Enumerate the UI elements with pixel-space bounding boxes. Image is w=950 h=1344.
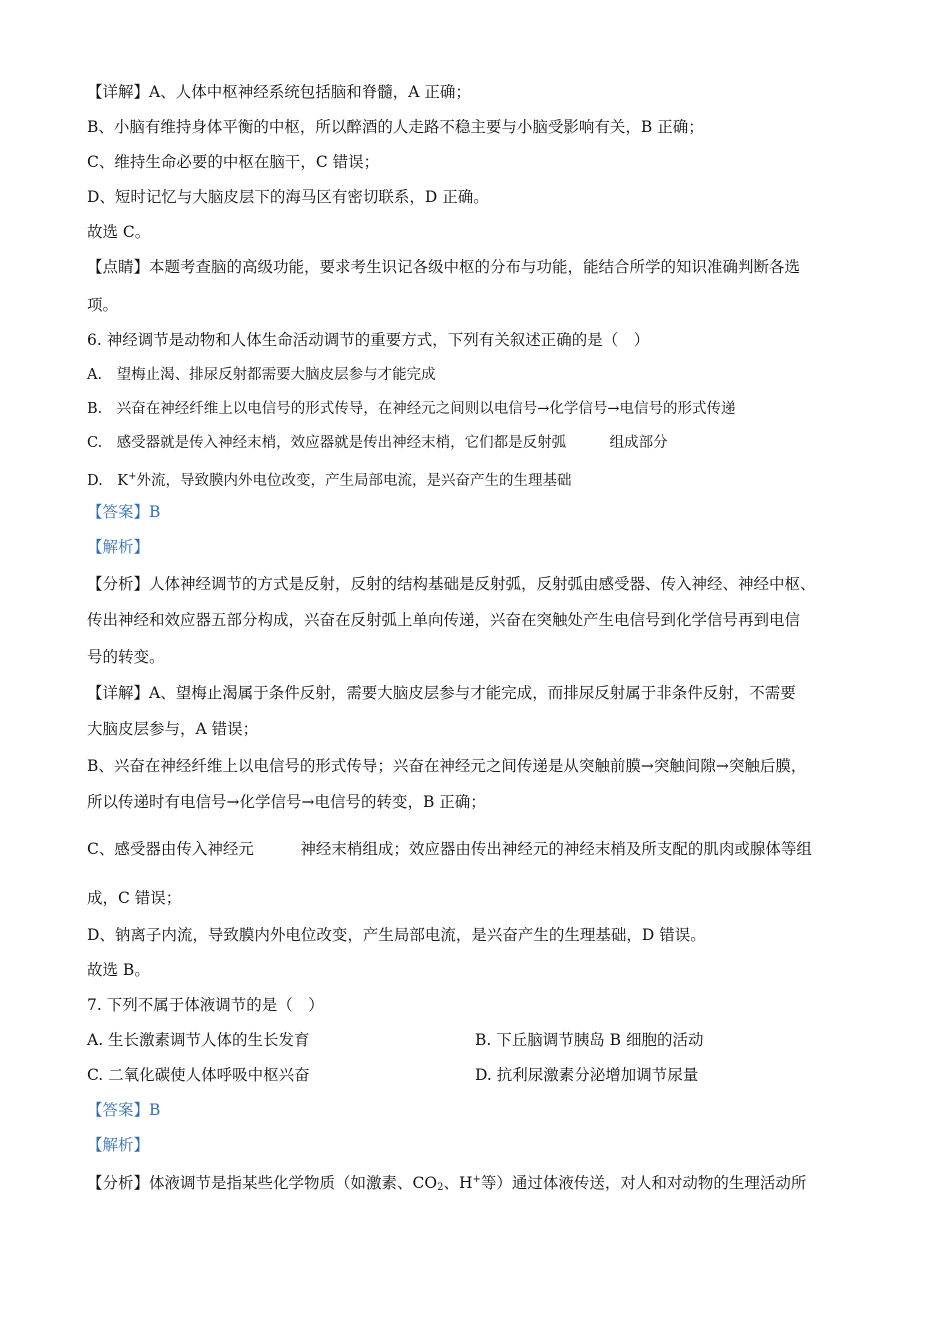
analysis-label: 【解析】 <box>87 1136 150 1154</box>
question-6-option-c: C. 感受器就是传入神经末梢，效应器就是传出神经末梢，它们都是反射弧 组成部分 <box>87 435 668 451</box>
answer-label: 【答案】B <box>87 503 161 521</box>
question-7-option-c: C. 二氧化碳使人体呼吸中枢兴奋 <box>87 1066 310 1084</box>
comment-line: 项。 <box>87 296 119 314</box>
detail-line: 所以传递时有电信号→化学信号→电信号的转变，B 正确； <box>87 793 486 811</box>
explanation-line: D、短时记忆与大脑皮层下的海马区有密切联系，D 正确。 <box>87 188 489 206</box>
analysis-line: 号的转变。 <box>87 648 165 666</box>
question-7-option-d: D. 抗利尿激素分泌增加调节尿量 <box>475 1066 699 1084</box>
superscript: + <box>128 471 137 482</box>
question-6-option-a: A. 望梅止渴、排尿反射都需要大脑皮层参与才能完成 <box>87 367 436 383</box>
analysis-text: 等）通过体液传送，对人和对动物的生理活动所 <box>480 1174 807 1192</box>
question-7-option-a: A. 生长激素调节人体的生长发育 <box>87 1031 310 1049</box>
detail-line: 大脑皮层参与，A 错误； <box>87 720 259 738</box>
answer-label: 【答案】B <box>87 1101 161 1119</box>
comment-line: 【点睛】本题考查脑的高级功能，要求考生识记各级中枢的分布与功能，能结合所学的知识准确判断各选 <box>87 258 801 276</box>
conclusion-line: 故选 B。 <box>87 961 150 979</box>
analysis-text: 【分析】体液调节是指某些化学物质（如激素、CO <box>87 1174 438 1192</box>
detail-line: 【详解】A、望梅止渴属于条件反射，需要大脑皮层参与才能完成，而排尿反射属于非条件反射，不需要 <box>87 684 796 702</box>
analysis-text: 、H <box>443 1174 473 1192</box>
question-6-option-d <box>87 466 571 492</box>
question-7-option-b: B. 下丘脑调节胰岛 B 细胞的活动 <box>475 1031 704 1049</box>
explanation-line: B、小脑有维持身体平衡的中枢，所以醉酒的人走路不稳主要与小脑受影响有关，B 正确； <box>87 118 704 136</box>
analysis-line: 传出神经和效应器五部分构成，兴奋在反射弧上单向传递，兴奋在突触处产生电信号到化学信号再到电信 <box>87 611 801 629</box>
analysis-line <box>87 1169 806 1199</box>
question-6: 6. 神经调节是动物和人体生命活动调节的重要方式，下列有关叙述正确的是（ ） <box>87 331 650 349</box>
analysis-label: 【解析】 <box>87 538 150 556</box>
conclusion-line: 故选 C。 <box>87 223 151 241</box>
explanation-line: 【详解】A、人体中枢神经系统包括脑和脊髓，A 正确； <box>87 83 471 101</box>
option-d-text: 外流，导致膜内外电位改变，产生局部电流，是兴奋产生的生理基础 <box>136 473 572 489</box>
question-6-option-b: B. 兴奋在神经纤维上以电信号的形式传导，在神经元之间则以电信号→化学信号→电信号的形式传递 <box>87 401 736 417</box>
detail-line: D、钠离子内流，导致膜内外电位改变，产生局部电流，是兴奋产生的生理基础，D 错误。 <box>87 926 706 944</box>
analysis-line: 【分析】人体神经调节的方式是反射，反射的结构基础是反射弧，反射弧由感受器、传入神经、神经中枢、 <box>87 575 816 593</box>
explanation-line: C、维持生命必要的中枢在脑干，C 错误； <box>87 153 380 171</box>
detail-line: 成，C 错误； <box>87 889 182 907</box>
superscript: + <box>472 1174 481 1185</box>
question-7: 7. 下列不属于体液调节的是（ ） <box>87 996 324 1014</box>
option-d-prefix: D. K <box>87 473 129 489</box>
detail-line: C、感受器由传入神经元 神经末梢组成；效应器由传出神经元的神经末梢及所支配的肌肉或腺体等组 <box>87 840 812 858</box>
detail-line: B、兴奋在神经纤维上以电信号的形式传导；兴奋在神经元之间传递是从突触前膜→突触间隙→突触后膜， <box>87 757 807 775</box>
subscript: 2 <box>437 1182 444 1193</box>
